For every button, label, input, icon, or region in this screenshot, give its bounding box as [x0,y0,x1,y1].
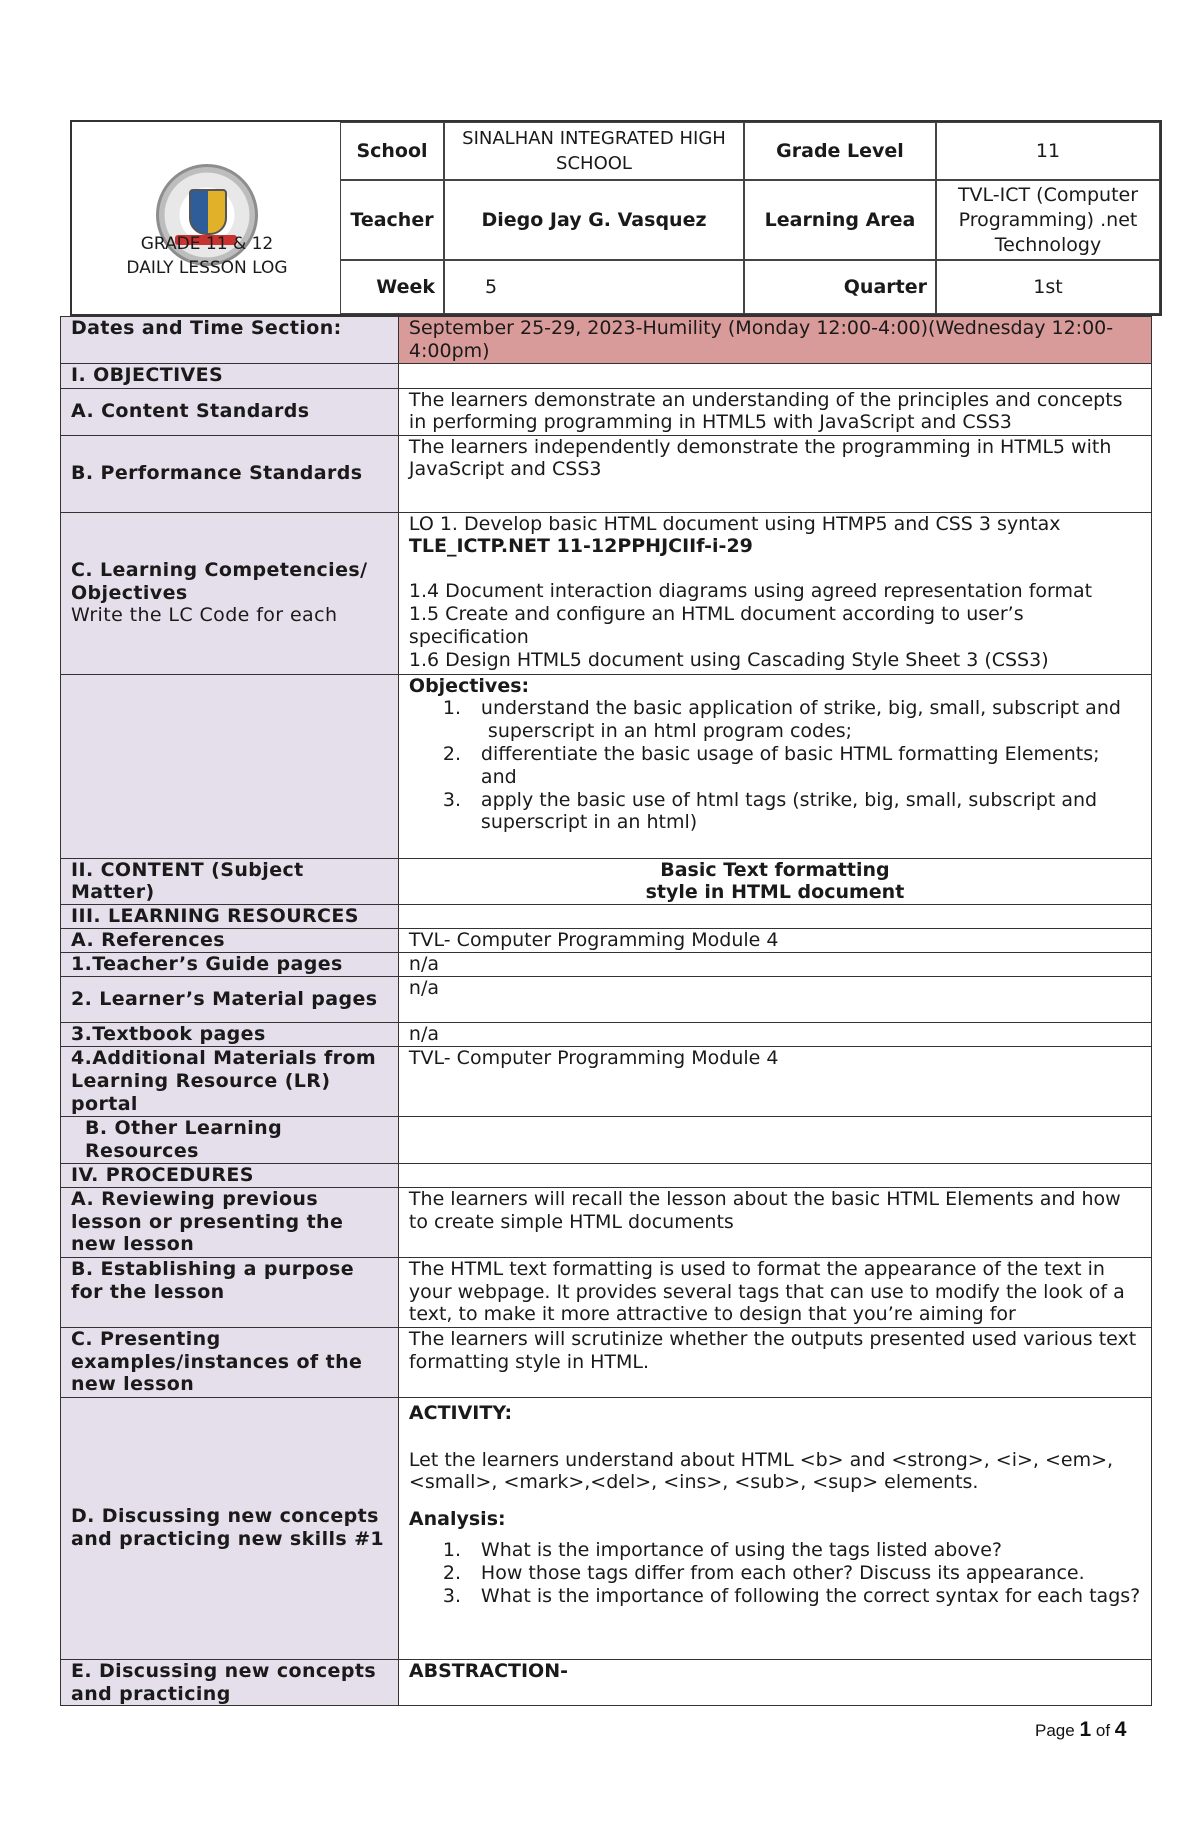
resources-heading: III. LEARNING RESOURCES [61,905,399,929]
dll-title [126,232,287,280]
objectives-list-cell [398,674,1151,858]
analysis-title: Analysis: [408,1508,506,1531]
activity-title: ACTIVITY: [408,1401,513,1424]
discussing-1-label: D. Discussing new concepts and practicing new skills #1 [61,1397,399,1659]
page-word: Page [1035,1721,1075,1740]
quarter-value: 1st [936,260,1160,314]
table-row [61,1659,1152,1706]
table-row [61,1327,1152,1397]
competencies-sublabel: Write the LC Code for each [71,604,338,627]
list-number: 3. [442,1584,462,1607]
list-item [409,789,1141,835]
teacher-label: Teacher [340,180,444,260]
activity-text: Let the learners understand about HTML <b> and <strong>, <i>, <em>, <small>, <mark>,<del>, <ins>, <sub>, <sup> elements. [408,1448,1114,1494]
list-text: differentiate the basic usage of basic HTML formatting Elements; and [480,742,1100,788]
additional-materials-label: 4.Additional Materials from Learning Resource (LR) portal [61,1047,399,1117]
other-resources-text: B. Other Learning Resources [85,1117,283,1162]
list-text: apply the basic use of html tags (strike, big, small, subscript and superscript in an html) [480,788,1098,834]
table-row [61,929,1152,953]
competencies-label [61,512,399,674]
school-value: SINALHAN INTEGRATED HIGH SCHOOL [444,122,744,180]
learning-area-label: Learning Area [744,180,936,260]
teachers-guide-value: n/a [398,953,1151,977]
learners-material-value: n/a [398,977,1151,1023]
performance-standards-label: B. Performance Standards [61,435,399,512]
header-table [70,120,1162,316]
other-resources-label [61,1117,399,1164]
content-value-line2: style in HTML document [645,881,905,904]
lc-item: 1.6 Design HTML5 document using Cascading Style Sheet 3 (CSS3) [408,648,1049,671]
list-item [409,743,1141,789]
week-label: Week [340,260,444,314]
list-number: 2. [442,1561,462,1584]
purpose-value: The HTML text formatting is used to format the appearance of the text in your webpage. It provides several tags that can use to modify the look of a text, to make it more attractive to design that you’re aiming for [398,1257,1151,1327]
reviewing-label: A. Reviewing previous lesson or presenting the new lesson [61,1187,399,1257]
list-text-cont: superscript in an html program codes; [487,720,853,743]
table-row [61,1163,1152,1187]
learning-area-value: TVL-ICT (Computer Programming) .net Technology [936,180,1160,260]
page-total: 4 [1114,1718,1127,1741]
list-number: 2. [442,742,462,765]
page-footer [1035,1718,1126,1742]
objectives-label-empty [61,674,399,858]
table-row [61,435,1152,512]
lesson-log-table [60,316,1152,1706]
additional-materials-value: TVL- Computer Programming Module 4 [398,1047,1151,1117]
week-value: 5 [444,260,744,314]
procedures-empty [398,1163,1151,1187]
logo-cell [72,122,342,314]
discussing-1-value [398,1397,1151,1659]
content-value [398,858,1151,905]
dates-value: September 25-29, 2023-Humility (Monday 12:00-4:00)(Wednesday 12:00-4:00pm) [398,317,1151,364]
content-value-line1: Basic Text formatting [660,858,890,881]
list-item [409,1539,1141,1562]
table-row [61,1397,1152,1659]
content-standards-label: A. Content Standards [61,388,399,435]
list-number: 3. [442,788,462,811]
procedures-heading: IV. PROCEDURES [61,1163,399,1187]
competencies-title: C. Learning Competencies/ Objectives [71,558,368,604]
of-word: of [1095,1721,1111,1740]
shield-icon [189,189,227,235]
school-label: School [340,122,444,180]
analysis-list [409,1539,1141,1607]
lc-code: TLE_ICTP.NET 11-12PPHJCIIf-i-29 [408,535,753,558]
purpose-label: B. Establishing a purpose for the lesson [61,1257,399,1327]
resources-empty [398,905,1151,929]
references-value: TVL- Computer Programming Module 4 [398,929,1151,953]
references-label: A. References [61,929,399,953]
learners-material-label: 2. Learner’s Material pages [61,977,399,1023]
table-row [61,905,1152,929]
objectives-empty [398,363,1151,388]
objectives-list [409,697,1141,834]
table-row [61,512,1152,674]
table-row [61,1117,1152,1164]
lc-item: 1.5 Create and configure an HTML document according to user’s specification [408,602,1024,648]
list-text: understand the basic application of strike, big, small, subscript and [480,697,1121,720]
table-row [61,977,1152,1023]
list-text: What is the importance of using the tags listed above? [480,1538,1002,1561]
content-standards-value: The learners demonstrate an understanding of the principles and concepts in performing programming in HTML5 with JavaScript and CSS3 [398,388,1151,435]
table-row [61,674,1152,858]
objectives-title: Objectives: [408,674,530,697]
dll-title-line1: GRADE 11 & 12 [140,234,274,254]
list-number: 1. [442,697,462,720]
performance-standards-value: The learners independently demonstrate the programming in HTML5 with JavaScript and CSS3 [398,435,1151,512]
list-number: 1. [442,1538,462,1561]
dates-label: Dates and Time Section: [61,317,399,364]
presenting-value: The learners will scrutinize whether the outputs presented used various text formatting style in HTML. [398,1327,1151,1397]
table-row [61,858,1152,905]
teacher-value: Diego Jay G. Vasquez [444,180,744,260]
textbook-value: n/a [398,1023,1151,1047]
table-row [61,1023,1152,1047]
table-row [61,1187,1152,1257]
list-item [409,1562,1141,1585]
table-row [61,363,1152,388]
presenting-label: C. Presenting examples/instances of the new lesson [61,1327,399,1397]
grade-level-value: 11 [936,122,1160,180]
abstraction-title: ABSTRACTION- [398,1659,1151,1706]
list-item [409,697,1141,743]
textbook-label: 3.Textbook pages [61,1023,399,1047]
lc-item: 1.4 Document interaction diagrams using agreed representation format [408,580,1093,603]
table-row [61,1257,1152,1327]
teachers-guide-label: 1.Teacher’s Guide pages [61,953,399,977]
grade-level-label: Grade Level [744,122,936,180]
discussing-2-label: E. Discussing new concepts and practicing [61,1659,399,1706]
list-item [409,1585,1141,1608]
objectives-heading: I. OBJECTIVES [61,363,399,388]
quarter-label: Quarter [744,260,936,314]
learning-outcome: LO 1. Develop basic HTML document using HTMP5 and CSS 3 syntax [408,512,1061,535]
list-text: What is the importance of following the correct syntax for each tags? [480,1584,1141,1607]
table-row [61,388,1152,435]
content-label: II. CONTENT (Subject Matter) [61,858,399,905]
dll-title-line2: DAILY LESSON LOG [126,258,288,278]
other-resources-value [398,1117,1151,1164]
page-number: 1 [1079,1718,1092,1741]
table-row [61,1047,1152,1117]
competencies-value [398,512,1151,674]
table-row [61,953,1152,977]
table-row [61,317,1152,364]
reviewing-value: The learners will recall the lesson about the basic HTML Elements and how to create simple HTML documents [398,1187,1151,1257]
list-text: How those tags differ from each other? Discuss its appearance. [480,1561,1085,1584]
